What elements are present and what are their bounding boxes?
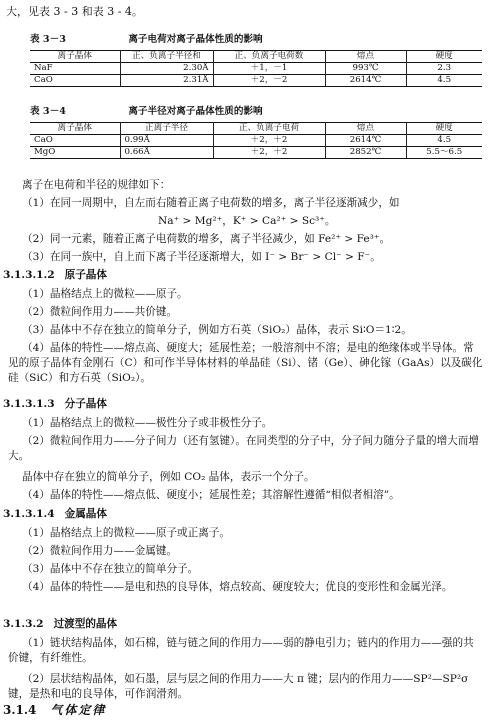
list-item: （1）晶格结点上的微粒——极性分子或非极性分子。	[22, 417, 273, 429]
table2	[30, 122, 482, 159]
heading-gas-laws	[3, 703, 106, 718]
heading-title: 分子晶体	[64, 398, 107, 410]
table2-caption	[30, 104, 263, 119]
table-cell: CaO	[34, 75, 53, 85]
heading-number: 3.1.3.1.2	[3, 269, 55, 281]
list-item: （2）微粒间作用力——金属键。	[22, 545, 178, 557]
table1-header: 硬度	[406, 51, 482, 63]
list-item: （2）微粒间作用力——分子间力（还有氢键）。在同类型的分子中，分子间力随分子量的增大而增大。	[8, 435, 479, 462]
table2-header: 正、负离子电荷	[213, 123, 325, 135]
list-item: （1）链状结构晶体，如石棉，链与链之间的作用力——弱的静电引力；链内的作用力——强的共价键，有纤维性。	[8, 637, 474, 664]
table1-header: 正、负离子电荷数	[213, 51, 325, 63]
heading-metallic-crystal	[3, 507, 107, 522]
table-cell: NaF	[34, 63, 53, 73]
heading-molecular-crystal	[3, 397, 107, 412]
table1-title: 离子电荷对离子晶体性质的影响	[128, 34, 263, 45]
heading-title: 金属晶体	[64, 508, 107, 520]
table-cell: 2614℃	[325, 135, 406, 147]
table-row	[30, 63, 482, 75]
table1-caption	[30, 32, 263, 47]
table2-header-row	[30, 123, 482, 135]
rule-intro: 离子在电荷和半径的规律如下：	[22, 179, 171, 191]
intro-line: 大，见表 3 - 3 和表 3 - 4。	[6, 5, 143, 18]
list-item: （4）晶体的特性——熔点低、硬度小；延展性差；其溶解性遵循“相似者相溶”。	[22, 489, 400, 501]
list-item: （4）晶体的特性——是电和热的良导体，熔点较高、硬度较大；优良的变形性和金属光泽。	[22, 581, 453, 593]
table-cell: ＋2，＋2	[213, 147, 325, 159]
table-row	[30, 75, 482, 87]
table-cell: ＋2，－2	[213, 75, 325, 87]
list-item: （1）晶格结点上的微粒——原子。	[22, 288, 188, 300]
heading-number: 3.1.4	[3, 703, 37, 717]
table1-header: 正、负离子半径和	[120, 51, 213, 63]
table-cell: 4.5	[406, 75, 482, 87]
table-cell: 2852℃	[325, 147, 406, 159]
table-cell: 0.66Å	[120, 147, 213, 159]
table1-header-row	[30, 51, 482, 63]
list-item: （4）晶体的特性——熔点高、硬度大；延展性差；一般溶剂中不溶；是电的绝缘体或半导体。常见的原子晶体有金刚石（C）和可作半导体材料的单晶硅（Si）、锗（Ge）、砷化镓（GaAs）以及碳化硅（SiC）和方石英（SiO₂）。	[8, 342, 483, 384]
heading-title: 气体定律	[50, 703, 107, 717]
table-cell: MgO	[34, 147, 56, 157]
rule-1: （1）在同一周期中，自左而右随着正离子电荷数的增多，离子半径逐渐减少，如	[22, 197, 400, 209]
table-cell: 2.31Å	[120, 75, 213, 87]
table1	[30, 50, 482, 87]
table-cell: 2614℃	[325, 75, 406, 87]
table-cell: CaO	[34, 135, 53, 145]
rule-3: （3）在同一族中，自上而下离子半径逐渐增大，如 I⁻ > Br⁻ > Cl⁻ > F⁻。	[22, 251, 381, 263]
table-cell: ＋2，＋2	[213, 135, 325, 147]
table2-header: 硬度	[406, 123, 482, 135]
list-item: （1）晶格结点上的微粒——原子或正离子。	[22, 527, 231, 539]
list-item: （3）晶体中不存在独立的简单分子，例如方石英（SiO₂）晶体，表示 Si∶O＝1∶2。	[22, 324, 412, 336]
table1-number: 表 3－3	[30, 34, 66, 45]
table2-header: 离子晶体	[57, 123, 92, 133]
rule-2: （2）同一元素，随着正离子电荷数的增多，离子半径减少，如 Fe²⁺ > Fe³⁺。	[22, 233, 391, 245]
table-cell: 2.3	[406, 63, 482, 75]
table2-title: 离子半径对离子晶体性质的影响	[128, 106, 263, 117]
heading-transitional-crystal	[3, 617, 117, 632]
table2-header: 熔点	[325, 123, 406, 135]
table-row	[30, 147, 482, 159]
rule-1-formula: Na⁺ > Mg²⁺，K⁺ > Ca²⁺ > Sc³⁺。	[158, 215, 336, 227]
heading-number: 3.1.3.1.3	[3, 398, 55, 410]
table2-header: 正离子半径	[120, 123, 213, 135]
table-cell: ＋1，－1	[213, 63, 325, 75]
heading-title: 过渡型的晶体	[53, 618, 118, 630]
table-cell: 5.5～6.5	[406, 147, 482, 159]
table-cell: 4.5	[406, 135, 482, 147]
table-cell: 993℃	[325, 63, 406, 75]
table-cell: 2.30Å	[120, 63, 213, 75]
table-cell: 0.99Å	[120, 135, 213, 147]
list-item: （3）晶体中不存在独立的简单分子。	[22, 563, 199, 575]
heading-number: 3.1.3.1.4	[3, 508, 55, 520]
table1-header: 熔点	[325, 51, 406, 63]
heading-number: 3.1.3.2	[3, 618, 44, 630]
table2-number: 表 3－4	[30, 106, 66, 117]
list-item: 晶体中存在独立的简单分子，例如 CO₂ 晶体，表示一个分子。	[22, 471, 315, 483]
heading-atomic-crystal	[3, 268, 107, 283]
table-row	[30, 135, 482, 147]
table1-header: 离子晶体	[57, 51, 92, 61]
list-item: （2）微粒间作用力——共价键。	[22, 306, 178, 318]
list-item: （2）层状结构晶体，如石墨，层与层之间的作用力——大 π 键；层内的作用力——SP²—SP²σ 键，是热和电的良导体，可作润滑剂。	[8, 673, 469, 700]
heading-title: 原子晶体	[64, 269, 107, 281]
